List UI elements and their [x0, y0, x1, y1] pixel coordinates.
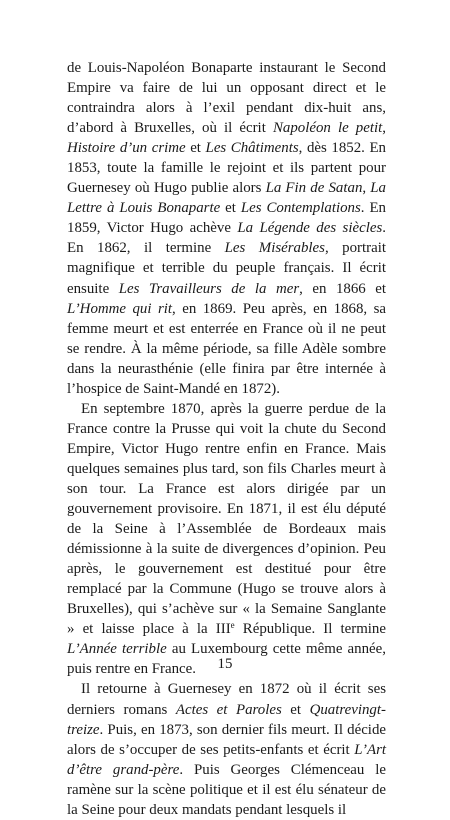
text-run: . Puis, en 1873, son dernier fils meurt. Il décide alors de s’occuper de ses petits-enfants et écrit	[67, 721, 386, 758]
italic-title: L’Homme qui rit	[67, 300, 173, 317]
italic-title: Histoire d’un crime	[67, 140, 186, 157]
text-run: . En 1859, Victor Hugo achève	[67, 200, 386, 237]
italic-title: Les Châtiments	[205, 140, 299, 157]
italic-title: La Lettre à Louis Bonaparte	[67, 180, 386, 217]
text-run: ,	[382, 120, 386, 137]
italic-title: L’Année terrible	[67, 641, 167, 658]
text-run: , portrait magnifique et terrible du peuple français. Il écrit ensuite	[67, 240, 386, 297]
text-run: de Louis-Napoléon Bonaparte instaurant le Second Empire va faire de lui un opposant direct et le contraindra alors à l’exil pendant dix-huit ans, d’abord à Bruxelles, où il écrit	[67, 60, 386, 137]
paragraph	[67, 58, 386, 399]
italic-title: La Fin de Satan	[265, 180, 363, 197]
text-run: et	[220, 200, 241, 217]
page-number: 15	[217, 656, 233, 672]
italic-title: Les Contemplations	[240, 200, 361, 217]
italic-title: Napoléon le petit	[272, 120, 383, 137]
paragraph	[67, 679, 386, 819]
text-run: , en 1866 et	[299, 280, 387, 297]
text-run: , dès 1852. En 1853, toute la famille le rejoint et ils partent pour Guernesey où Hugo publie alors	[67, 140, 386, 197]
text-run: et	[185, 140, 206, 157]
text-run: . En 1862, il termine	[67, 220, 386, 257]
superscript: e	[230, 620, 235, 631]
text-run: ,	[362, 180, 371, 197]
text-run: et	[281, 701, 310, 718]
text-run: République. Il termine	[234, 621, 386, 638]
italic-title: Les Misérables	[224, 240, 325, 257]
text-run: . Puis Georges Clémenceau le ramène sur la scène politique et il est élu sénateur de la Seine pour deux mandats pendant lesquels il	[67, 761, 386, 818]
text-run: En septembre 1870, après la guerre perdue de la France contre la Prusse qui voit la chute du Second Empire, Victor Hugo rentre enfin en France. Mais quelques semaines plus tard, son fils Charles meurt à son tour. La France est alors dirigée par un gouvernement provisoire. En 1871, il est élu député de la Seine à l’Assemblée de Bordeaux mais démissionne à la suite de divergences d’opinion. Peu après, le gouvernement est destitué pour être remplacé par la Commune (Hugo se trouve alors à Bruxelles), qui s’achève sur « la Semaine Sanglante » et laisse place à la III	[67, 400, 386, 638]
italic-title: La Légende des siècles	[237, 220, 383, 237]
text-run: , en 1869. Peu après, en 1868, sa femme meurt et est enterrée en France où il ne peut se rendre. À la même période, sa fille Adèle sombre dans la neurasthénie (elle finira par être internée à l’hospice de Saint-Mandé en 1872).	[67, 300, 386, 397]
text-run: Il retourne à Guernesey en 1872 où il écrit ses derniers romans	[67, 681, 386, 718]
italic-title: L’Art d’être grand-père	[67, 741, 386, 778]
italic-title: Actes et Paroles	[175, 701, 282, 718]
italic-title: Quatrevingt-treize	[67, 701, 386, 738]
page-body	[67, 58, 386, 820]
text-run: au Luxembourg cette même année, puis rentre en France.	[67, 641, 387, 678]
italic-title: Les Travailleurs de la mer	[118, 280, 300, 297]
paragraph	[67, 399, 386, 680]
